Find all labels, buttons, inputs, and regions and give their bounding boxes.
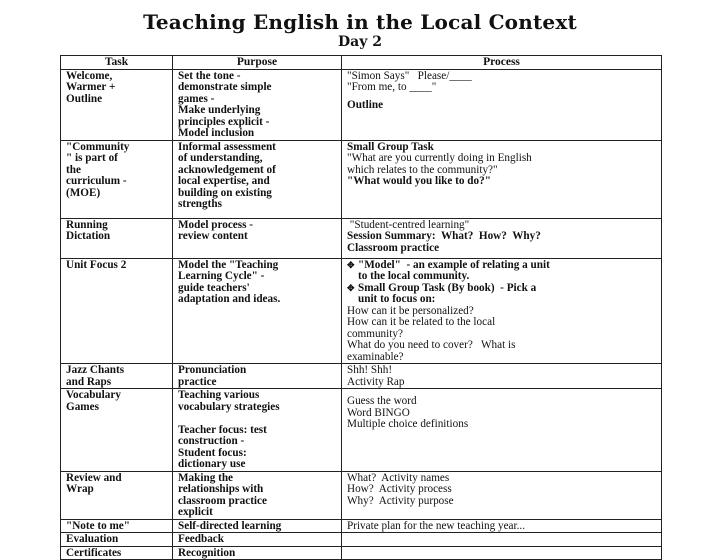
purpose-line: explicit bbox=[178, 506, 213, 518]
table-row bbox=[61, 389, 662, 472]
purpose-line: Recognition bbox=[178, 546, 236, 559]
task-cell bbox=[61, 364, 173, 389]
purpose-cell bbox=[173, 218, 342, 258]
purpose-line: classroom practice bbox=[178, 494, 267, 507]
task-line: Dictation bbox=[66, 230, 111, 242]
purpose-line: games - bbox=[178, 92, 215, 105]
process-text: "Model" - an example of relating a unit bbox=[358, 258, 550, 271]
task-line: Review and bbox=[66, 471, 122, 484]
purpose-line: of understanding, bbox=[178, 152, 263, 164]
task-line: Evaluation bbox=[66, 533, 119, 545]
table-row bbox=[61, 69, 662, 140]
purpose-line: Model the "Teaching bbox=[178, 258, 279, 271]
process-line bbox=[347, 82, 656, 94]
purpose-cell bbox=[173, 364, 342, 389]
task-line: (MOE) bbox=[66, 186, 101, 199]
purpose-line: building on existing bbox=[178, 186, 272, 199]
table-row bbox=[61, 546, 662, 560]
task-line: Welcome, bbox=[66, 69, 113, 82]
purpose-line: Teaching various bbox=[178, 389, 260, 401]
purpose-line: dictionary use bbox=[178, 458, 246, 470]
purpose-line: acknowledgement of bbox=[178, 163, 276, 176]
process-cell bbox=[342, 140, 662, 218]
purpose-line: Learning Cycle" - bbox=[178, 270, 265, 282]
process-text: to the local community. bbox=[358, 270, 470, 282]
purpose-line: local expertise, and bbox=[178, 175, 270, 187]
purpose-line: vocabulary strategies bbox=[178, 400, 280, 413]
process-line bbox=[347, 176, 656, 188]
process-text: unit to focus on: bbox=[358, 293, 436, 305]
process-cell bbox=[342, 533, 662, 547]
table-row bbox=[61, 533, 662, 547]
process-text bbox=[347, 547, 350, 559]
purpose-line: strengths bbox=[178, 198, 222, 210]
process-text: Word BINGO bbox=[347, 406, 410, 419]
process-text: Outline bbox=[347, 98, 384, 111]
process-cell bbox=[342, 389, 662, 472]
table-row bbox=[61, 471, 662, 519]
task-line: Wrap bbox=[66, 483, 94, 495]
page-subtitle: Day 2 bbox=[338, 34, 382, 50]
bullet-icon: ✥ bbox=[347, 259, 355, 270]
table-row bbox=[61, 258, 662, 364]
task-line: " is part of bbox=[66, 152, 118, 164]
task-line: and Raps bbox=[66, 375, 112, 388]
task-cell bbox=[61, 533, 173, 547]
process-line bbox=[347, 496, 656, 508]
purpose-line: Making the bbox=[178, 471, 234, 484]
process-text bbox=[347, 533, 350, 545]
purpose-line: Informal assessment bbox=[178, 140, 276, 153]
purpose-cell bbox=[173, 519, 342, 533]
process-text: "What are you currently doing in English bbox=[347, 152, 532, 164]
purpose-line: practice bbox=[178, 375, 217, 388]
purpose-line: adaptation and ideas. bbox=[178, 293, 281, 305]
process-text: Private plan for the new teaching year... bbox=[347, 519, 525, 532]
purpose-cell bbox=[173, 389, 342, 472]
task-cell bbox=[61, 389, 173, 472]
bullet-icon: ✥ bbox=[347, 282, 355, 293]
process-text: "What would you like to do?" bbox=[347, 175, 491, 187]
process-text: How? Activity process bbox=[347, 483, 452, 495]
task-line: Unit Focus 2 bbox=[66, 258, 127, 271]
process-cell bbox=[342, 364, 662, 389]
table-row bbox=[61, 519, 662, 533]
process-text: "Simon Says" Please/____ bbox=[347, 69, 472, 82]
purpose-cell bbox=[173, 471, 342, 519]
process-text: Why? Activity purpose bbox=[347, 494, 454, 507]
process-text: "Student-centred learning" bbox=[347, 218, 470, 231]
process-cell bbox=[342, 69, 662, 140]
agenda-table bbox=[60, 55, 662, 560]
page-title: Teaching English in the Local Context bbox=[143, 10, 577, 34]
purpose-line: Pronunciation bbox=[178, 364, 247, 376]
purpose-line: relationships with bbox=[178, 483, 264, 495]
task-line: "Note to me" bbox=[66, 519, 130, 532]
process-cell bbox=[342, 546, 662, 560]
purpose-line: Self-directed learning bbox=[178, 519, 282, 532]
purpose-cell bbox=[173, 69, 342, 140]
process-text: which relates to the community?" bbox=[347, 163, 498, 176]
task-line: Vocabulary bbox=[66, 389, 121, 401]
header-process: Process bbox=[342, 56, 662, 70]
process-line bbox=[347, 419, 656, 431]
task-line: Games bbox=[66, 400, 99, 413]
process-text: Small Group Task (By book) - Pick a bbox=[358, 281, 537, 294]
purpose-cell bbox=[173, 258, 342, 364]
process-line bbox=[347, 521, 656, 533]
task-cell bbox=[61, 519, 173, 533]
process-text: Session Summary: What? How? Why? bbox=[347, 230, 541, 242]
process-line bbox=[347, 377, 656, 389]
task-line: curriculum - bbox=[66, 175, 127, 187]
purpose-line bbox=[178, 413, 336, 425]
task-line: Certificates bbox=[66, 546, 122, 559]
process-text: How can it be related to the local bbox=[347, 316, 496, 328]
purpose-line: Student focus: bbox=[178, 446, 247, 459]
table-row bbox=[61, 218, 662, 258]
task-line: "Community bbox=[66, 140, 130, 153]
process-text: Activity Rap bbox=[347, 375, 405, 388]
task-cell bbox=[61, 471, 173, 519]
table-header-row bbox=[61, 56, 662, 70]
header-task: Task bbox=[61, 56, 173, 70]
task-line: Outline bbox=[66, 92, 103, 105]
process-text: Small Group Task bbox=[347, 140, 434, 153]
process-line bbox=[347, 100, 656, 112]
purpose-line: Model inclusion bbox=[178, 127, 255, 139]
purpose-line: Teacher focus: test bbox=[178, 423, 267, 436]
task-cell bbox=[61, 140, 173, 218]
process-cell bbox=[342, 471, 662, 519]
purpose-line: principles explicit - bbox=[178, 115, 270, 128]
process-text: community? bbox=[347, 327, 403, 340]
task-cell bbox=[61, 218, 173, 258]
process-text: Multiple choice definitions bbox=[347, 418, 469, 430]
purpose-cell bbox=[173, 140, 342, 218]
process-cell bbox=[342, 218, 662, 258]
task-line: Jazz Chants bbox=[66, 364, 125, 376]
task-line: Running bbox=[66, 218, 108, 231]
process-cell bbox=[342, 519, 662, 533]
purpose-line: Make underlying bbox=[178, 104, 261, 116]
process-text: Shh! Shh! bbox=[347, 364, 393, 376]
process-text: examinable? bbox=[347, 350, 404, 363]
task-cell bbox=[61, 258, 173, 364]
process-line bbox=[347, 243, 656, 255]
process-text: "From me, to ____" bbox=[347, 81, 437, 93]
process-text: What? Activity names bbox=[347, 471, 450, 484]
process-line bbox=[347, 352, 656, 364]
agenda-body bbox=[61, 69, 662, 560]
purpose-line: Feedback bbox=[178, 533, 224, 545]
table-row bbox=[61, 364, 662, 389]
purpose-line: Model process - bbox=[178, 218, 253, 231]
purpose-cell bbox=[173, 546, 342, 560]
purpose-cell bbox=[173, 533, 342, 547]
task-cell bbox=[61, 69, 173, 140]
table-row bbox=[61, 140, 662, 218]
purpose-line: construction - bbox=[178, 435, 245, 447]
purpose-line: Set the tone - bbox=[178, 69, 241, 82]
purpose-line: guide teachers' bbox=[178, 281, 250, 294]
task-cell bbox=[61, 546, 173, 560]
process-text: Classroom practice bbox=[347, 241, 440, 254]
process-line bbox=[347, 548, 656, 560]
process-text: Guess the word bbox=[347, 395, 417, 407]
task-line: the bbox=[66, 163, 81, 176]
process-text: What do you need to cover? What is bbox=[347, 339, 516, 351]
header-purpose: Purpose bbox=[173, 56, 342, 70]
process-cell bbox=[342, 258, 662, 364]
task-line: Warmer + bbox=[66, 81, 116, 93]
process-text: How can it be personalized? bbox=[347, 304, 474, 317]
purpose-line: review content bbox=[178, 230, 248, 242]
purpose-line: demonstrate simple bbox=[178, 81, 272, 93]
